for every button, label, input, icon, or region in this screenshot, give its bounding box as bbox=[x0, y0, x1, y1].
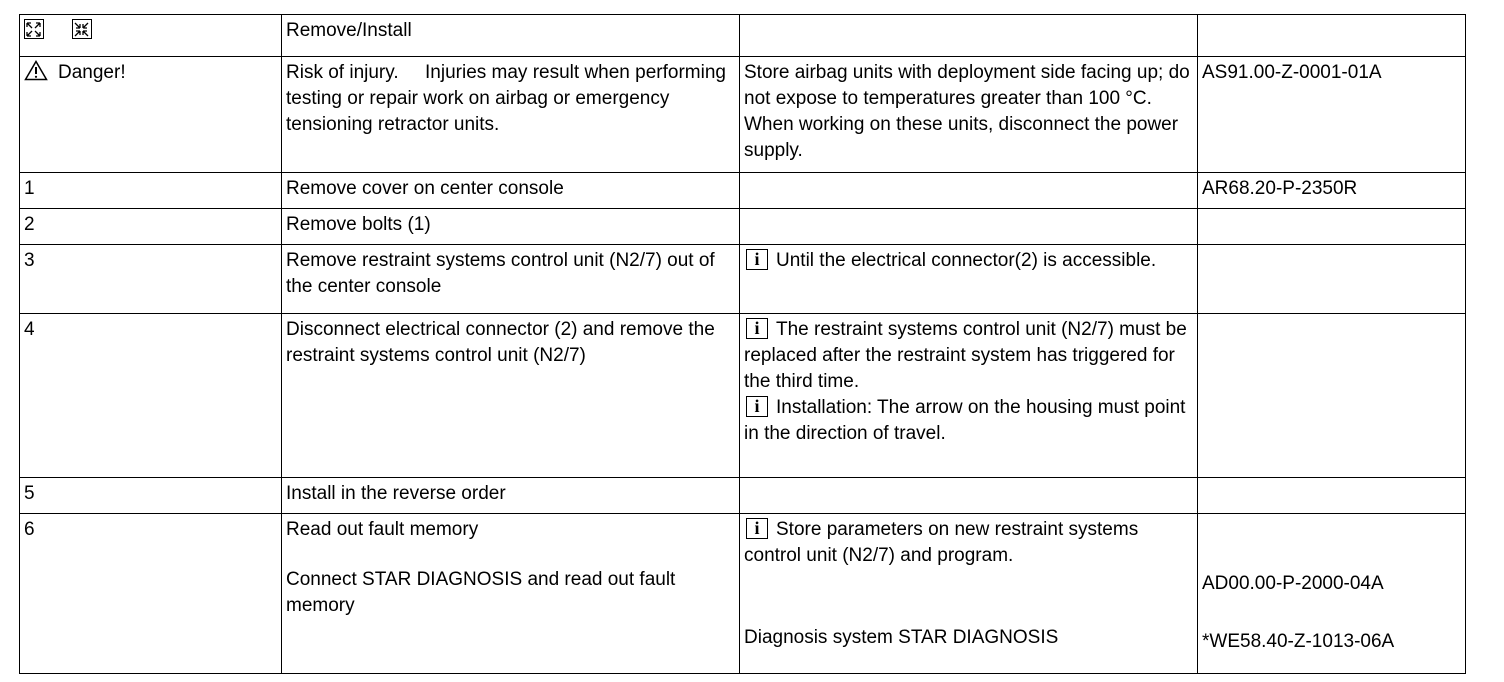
step-ref-cell bbox=[1198, 245, 1466, 314]
header-row bbox=[20, 15, 1466, 57]
info-text: The restraint systems control unit (N2/7) must be replaced after the restraint system has triggered for the third time. bbox=[744, 319, 1187, 392]
step-ref-link[interactable]: AR68.20-P-2350R bbox=[1198, 173, 1466, 209]
step-row bbox=[20, 514, 1466, 674]
info-text: Store parameters on new restraint systems control unit (N2/7) and program. bbox=[744, 519, 1139, 566]
step-number: 6 bbox=[20, 514, 282, 674]
step-ref-link-2[interactable]: *WE58.40-Z-1013-06A bbox=[1202, 631, 1395, 652]
step-info-cell bbox=[740, 209, 1198, 245]
step-action: Disconnect electrical connector (2) and remove the restraint systems control unit (N2/7) bbox=[282, 314, 740, 478]
step-action-cell bbox=[282, 514, 740, 674]
step-row bbox=[20, 173, 1466, 209]
step-number: 3 bbox=[20, 245, 282, 314]
step-sub-action: Connect STAR DIAGNOSIS and read out fault memory bbox=[286, 569, 676, 616]
step-number: 1 bbox=[20, 173, 282, 209]
step-action: Install in the reverse order bbox=[282, 478, 740, 514]
header-empty-cell bbox=[1198, 15, 1466, 57]
step-ref-cell bbox=[1198, 478, 1466, 514]
info-icon: i bbox=[746, 396, 768, 417]
danger-label: Danger! bbox=[58, 62, 126, 83]
step-ref-cell bbox=[1198, 514, 1466, 674]
header-empty-cell bbox=[740, 15, 1198, 57]
expand-icon[interactable] bbox=[24, 19, 44, 39]
danger-note: Store airbag units with deployment side facing up; do not expose to temperatures greater than 100 °C. When working on these units, disconnect the power supply. bbox=[740, 57, 1198, 173]
warning-triangle-icon bbox=[24, 60, 48, 89]
danger-row bbox=[20, 57, 1466, 173]
danger-label-cell bbox=[20, 57, 282, 173]
step-info-cell bbox=[740, 514, 1198, 674]
step-number: 4 bbox=[20, 314, 282, 478]
step-row bbox=[20, 245, 1466, 314]
step-number: 2 bbox=[20, 209, 282, 245]
step-row bbox=[20, 209, 1466, 245]
danger-ref-link[interactable]: AS91.00-Z-0001-01A bbox=[1198, 57, 1466, 173]
collapse-icon[interactable] bbox=[72, 19, 92, 39]
step-number: 5 bbox=[20, 478, 282, 514]
step-action: Read out fault memory bbox=[286, 519, 479, 540]
info-icon: i bbox=[746, 318, 768, 339]
info-icon: i bbox=[746, 518, 768, 539]
step-action: Remove restraint systems control unit (N2/7) out of the center console bbox=[282, 245, 740, 314]
danger-text: Risk of injury. Injuries may result when performing testing or repair work on airbag or emergency tensioning retractor units. bbox=[282, 57, 740, 173]
step-info-cell bbox=[740, 173, 1198, 209]
info-text: Installation: The arrow on the housing must point in the direction of travel. bbox=[744, 397, 1186, 444]
step-action: Remove cover on center console bbox=[282, 173, 740, 209]
info-icon: i bbox=[746, 249, 768, 270]
header-title: Remove/Install bbox=[282, 15, 740, 57]
header-icons-cell bbox=[20, 15, 282, 57]
procedure-table bbox=[19, 14, 1466, 674]
step-ref-link[interactable]: AD00.00-P-2000-04A bbox=[1202, 573, 1384, 594]
step-info-cell bbox=[740, 245, 1198, 314]
step-ref-cell bbox=[1198, 209, 1466, 245]
info-text: Until the electrical connector(2) is accessible. bbox=[776, 250, 1157, 271]
step-note: Diagnosis system STAR DIAGNOSIS bbox=[744, 627, 1059, 648]
step-row bbox=[20, 314, 1466, 478]
step-action: Remove bolts (1) bbox=[282, 209, 740, 245]
step-info-cell bbox=[740, 478, 1198, 514]
step-info-cell bbox=[740, 314, 1198, 478]
step-row bbox=[20, 478, 1466, 514]
step-ref-cell bbox=[1198, 314, 1466, 478]
